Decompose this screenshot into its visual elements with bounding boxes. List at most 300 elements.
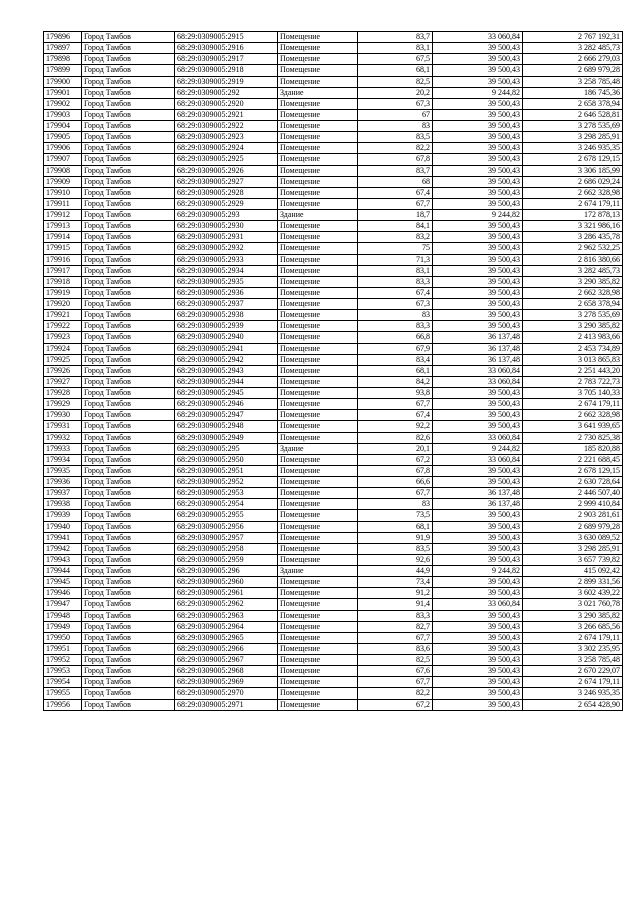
table-row (44, 210, 623, 221)
object-type-cell: Помещение (278, 221, 358, 232)
area-cell: 91,2 (358, 588, 433, 599)
city-cell: Город Тамбов (82, 432, 175, 443)
unit-value-cell: 39 500,43 (433, 76, 523, 87)
cadastral-value-cell: 3 278 535,69 (523, 310, 623, 321)
cadastral-number-cell: 68:29:0309005:2961 (175, 588, 278, 599)
city-cell: Город Тамбов (82, 343, 175, 354)
cadastral-number-cell: 68:29:0309005:2926 (175, 165, 278, 176)
cadastral-value-cell: 2 670 229,07 (523, 666, 623, 677)
area-cell: 91,9 (358, 532, 433, 543)
cadastral-value-cell: 3 321 986,16 (523, 221, 623, 232)
city-cell: Город Тамбов (82, 43, 175, 54)
area-cell: 73,4 (358, 577, 433, 588)
table-row (44, 577, 623, 588)
unit-value-cell: 39 500,43 (433, 54, 523, 65)
area-cell: 84,2 (358, 376, 433, 387)
cadastral-value-cell: 2 730 825,38 (523, 432, 623, 443)
cadastral-value-cell: 3 290 385,82 (523, 321, 623, 332)
table-row (44, 299, 623, 310)
area-cell: 44,9 (358, 566, 433, 577)
city-cell: Город Тамбов (82, 677, 175, 688)
object-type-cell: Помещение (278, 610, 358, 621)
row-number-cell: 179933 (44, 443, 82, 454)
unit-value-cell: 39 500,43 (433, 477, 523, 488)
object-type-cell: Помещение (278, 632, 358, 643)
cadastral-number-cell: 68:29:0309005:2950 (175, 454, 278, 465)
city-cell: Город Тамбов (82, 488, 175, 499)
object-type-cell: Помещение (278, 65, 358, 76)
table-row (44, 543, 623, 554)
cadastral-number-cell: 68:29:0309005:2956 (175, 521, 278, 532)
object-type-cell: Помещение (278, 332, 358, 343)
object-type-cell: Помещение (278, 510, 358, 521)
area-cell: 83,1 (358, 265, 433, 276)
city-cell: Город Тамбов (82, 632, 175, 643)
area-cell: 92,2 (358, 421, 433, 432)
area-cell: 18,7 (358, 210, 433, 221)
city-cell: Город Тамбов (82, 532, 175, 543)
row-number-cell: 179905 (44, 132, 82, 143)
table-body (44, 32, 623, 711)
cadastral-value-cell: 2 689 979,28 (523, 521, 623, 532)
object-type-cell: Здание (278, 210, 358, 221)
city-cell: Город Тамбов (82, 98, 175, 109)
cadastral-value-cell: 3 298 285,91 (523, 132, 623, 143)
unit-value-cell: 33 060,84 (433, 432, 523, 443)
unit-value-cell: 39 500,43 (433, 577, 523, 588)
cadastral-number-cell: 68:29:0309005:2971 (175, 699, 278, 710)
cadastral-value-cell: 3 302 235,95 (523, 643, 623, 654)
area-cell: 20,2 (358, 87, 433, 98)
cadastral-value-cell: 2 658 378,94 (523, 299, 623, 310)
cadastral-number-cell: 68:29:0309005:2962 (175, 599, 278, 610)
table-row (44, 310, 623, 321)
cadastral-number-cell: 68:29:0309005:2917 (175, 54, 278, 65)
object-type-cell: Здание (278, 566, 358, 577)
row-number-cell: 179910 (44, 187, 82, 198)
cadastral-number-cell: 68:29:0309005:2941 (175, 343, 278, 354)
table-row (44, 532, 623, 543)
unit-value-cell: 39 500,43 (433, 165, 523, 176)
row-number-cell: 179928 (44, 388, 82, 399)
cadastral-number-cell: 68:29:0309005:2937 (175, 299, 278, 310)
cadastral-number-cell: 68:29:0309005:2942 (175, 354, 278, 365)
unit-value-cell: 39 500,43 (433, 610, 523, 621)
cadastral-value-cell: 172 878,13 (523, 210, 623, 221)
cadastral-number-cell: 68:29:0309005:2966 (175, 643, 278, 654)
row-number-cell: 179897 (44, 43, 82, 54)
cadastral-number-cell: 68:29:0309005:2920 (175, 98, 278, 109)
row-number-cell: 179914 (44, 232, 82, 243)
cadastral-value-cell: 2 654 428,90 (523, 699, 623, 710)
unit-value-cell: 39 500,43 (433, 221, 523, 232)
cadastral-number-cell: 68:29:0309005:2958 (175, 543, 278, 554)
unit-value-cell: 39 500,43 (433, 643, 523, 654)
object-type-cell: Помещение (278, 287, 358, 298)
area-cell: 67,7 (358, 677, 433, 688)
row-number-cell: 179950 (44, 632, 82, 643)
area-cell: 82,6 (358, 432, 433, 443)
cadastral-number-cell: 68:29:0309005:2930 (175, 221, 278, 232)
cadastral-number-cell: 68:29:0309005:2919 (175, 76, 278, 87)
unit-value-cell: 39 500,43 (433, 421, 523, 432)
area-cell: 92,6 (358, 554, 433, 565)
row-number-cell: 179927 (44, 376, 82, 387)
row-number-cell: 179938 (44, 499, 82, 510)
unit-value-cell: 39 500,43 (433, 677, 523, 688)
cadastral-value-cell: 3 258 785,48 (523, 655, 623, 666)
cadastral-number-cell: 68:29:0309005:2946 (175, 399, 278, 410)
unit-value-cell: 36 137,48 (433, 332, 523, 343)
city-cell: Город Тамбов (82, 254, 175, 265)
cadastral-value-cell: 3 021 760,78 (523, 599, 623, 610)
object-type-cell: Помещение (278, 699, 358, 710)
table-row (44, 365, 623, 376)
cadastral-value-cell: 3 290 385,82 (523, 610, 623, 621)
row-number-cell: 179948 (44, 610, 82, 621)
row-number-cell: 179951 (44, 643, 82, 654)
row-number-cell: 179924 (44, 343, 82, 354)
city-cell: Город Тамбов (82, 588, 175, 599)
area-cell: 82,5 (358, 655, 433, 666)
cadastral-number-cell: 68:29:0309005:2928 (175, 187, 278, 198)
city-cell: Город Тамбов (82, 187, 175, 198)
table-row (44, 632, 623, 643)
city-cell: Город Тамбов (82, 643, 175, 654)
object-type-cell: Помещение (278, 599, 358, 610)
object-type-cell: Помещение (278, 32, 358, 43)
object-type-cell: Помещение (278, 688, 358, 699)
city-cell: Город Тамбов (82, 299, 175, 310)
table-row (44, 410, 623, 421)
cadastral-number-cell: 68:29:0309005:2936 (175, 287, 278, 298)
cadastral-number-cell: 68:29:0309005:2957 (175, 532, 278, 543)
object-type-cell: Помещение (278, 365, 358, 376)
area-cell: 67 (358, 109, 433, 120)
object-type-cell: Помещение (278, 354, 358, 365)
area-cell: 67,9 (358, 343, 433, 354)
row-number-cell: 179909 (44, 176, 82, 187)
cadastral-value-cell: 2 689 979,28 (523, 65, 623, 76)
table-row (44, 588, 623, 599)
table-row (44, 443, 623, 454)
city-cell: Город Тамбов (82, 465, 175, 476)
cadastral-number-cell: 68:29:0309005:2955 (175, 510, 278, 521)
row-number-cell: 179931 (44, 421, 82, 432)
unit-value-cell: 39 500,43 (433, 465, 523, 476)
unit-value-cell: 39 500,43 (433, 254, 523, 265)
row-number-cell: 179925 (44, 354, 82, 365)
cadastral-number-cell: 68:29:0309005:2922 (175, 121, 278, 132)
table-row (44, 521, 623, 532)
unit-value-cell: 39 500,43 (433, 410, 523, 421)
cadastral-value-cell: 3 246 935,35 (523, 143, 623, 154)
row-number-cell: 179954 (44, 677, 82, 688)
city-cell: Город Тамбов (82, 32, 175, 43)
cadastral-number-cell: 68:29:0309005:2918 (175, 65, 278, 76)
city-cell: Город Тамбов (82, 265, 175, 276)
cadastral-value-cell: 186 745,36 (523, 87, 623, 98)
cadastral-number-cell: 68:29:0309005:293 (175, 210, 278, 221)
object-type-cell: Помещение (278, 321, 358, 332)
cadastral-number-cell: 68:29:0309005:2921 (175, 109, 278, 120)
table-row (44, 243, 623, 254)
row-number-cell: 179936 (44, 477, 82, 488)
table-row (44, 276, 623, 287)
unit-value-cell: 39 500,43 (433, 198, 523, 209)
row-number-cell: 179915 (44, 243, 82, 254)
object-type-cell: Помещение (278, 187, 358, 198)
area-cell: 83 (358, 121, 433, 132)
object-type-cell: Помещение (278, 76, 358, 87)
area-cell: 68,1 (358, 521, 433, 532)
cadastral-number-cell: 68:29:0309005:2931 (175, 232, 278, 243)
row-number-cell: 179939 (44, 510, 82, 521)
object-type-cell: Помещение (278, 543, 358, 554)
object-type-cell: Помещение (278, 43, 358, 54)
area-cell: 83,6 (358, 643, 433, 654)
object-type-cell: Помещение (278, 521, 358, 532)
area-cell: 68 (358, 176, 433, 187)
table-row (44, 699, 623, 710)
city-cell: Город Тамбов (82, 666, 175, 677)
object-type-cell: Помещение (278, 232, 358, 243)
row-number-cell: 179911 (44, 198, 82, 209)
area-cell: 67,2 (358, 699, 433, 710)
row-number-cell: 179908 (44, 165, 82, 176)
cadastral-value-cell: 2 783 722,73 (523, 376, 623, 387)
row-number-cell: 179926 (44, 365, 82, 376)
object-type-cell: Помещение (278, 109, 358, 120)
city-cell: Город Тамбов (82, 610, 175, 621)
cadastral-value-cell: 415 092,42 (523, 566, 623, 577)
cadastral-number-cell: 68:29:0309005:2970 (175, 688, 278, 699)
cadastral-number-cell: 68:29:0309005:2947 (175, 410, 278, 421)
area-cell: 67,3 (358, 299, 433, 310)
table-row (44, 287, 623, 298)
table-row (44, 43, 623, 54)
unit-value-cell: 33 060,84 (433, 32, 523, 43)
city-cell: Город Тамбов (82, 577, 175, 588)
city-cell: Город Тамбов (82, 287, 175, 298)
cadastral-value-cell: 2 446 507,40 (523, 488, 623, 499)
object-type-cell: Помещение (278, 643, 358, 654)
object-type-cell: Помещение (278, 98, 358, 109)
unit-value-cell: 39 500,43 (433, 132, 523, 143)
table-row (44, 432, 623, 443)
unit-value-cell: 39 500,43 (433, 232, 523, 243)
unit-value-cell: 39 500,43 (433, 510, 523, 521)
object-type-cell: Помещение (278, 577, 358, 588)
unit-value-cell: 39 500,43 (433, 688, 523, 699)
area-cell: 83,7 (358, 32, 433, 43)
city-cell: Город Тамбов (82, 210, 175, 221)
cadastral-number-cell: 68:29:0309005:2953 (175, 488, 278, 499)
unit-value-cell: 39 500,43 (433, 176, 523, 187)
cadastral-number-cell: 68:29:0309005:2952 (175, 477, 278, 488)
city-cell: Город Тамбов (82, 276, 175, 287)
city-cell: Город Тамбов (82, 332, 175, 343)
city-cell: Город Тамбов (82, 121, 175, 132)
unit-value-cell: 39 500,43 (433, 310, 523, 321)
unit-value-cell: 9 244,82 (433, 210, 523, 221)
area-cell: 67,7 (358, 488, 433, 499)
cadastral-value-cell: 3 266 685,56 (523, 621, 623, 632)
area-cell: 84,1 (358, 221, 433, 232)
object-type-cell: Помещение (278, 299, 358, 310)
unit-value-cell: 39 500,43 (433, 287, 523, 298)
row-number-cell: 179913 (44, 221, 82, 232)
object-type-cell: Помещение (278, 432, 358, 443)
city-cell: Город Тамбов (82, 354, 175, 365)
city-cell: Город Тамбов (82, 521, 175, 532)
cadastral-value-cell: 2 674 179,11 (523, 399, 623, 410)
table-row (44, 54, 623, 65)
cadastral-number-cell: 68:29:0309005:2943 (175, 365, 278, 376)
unit-value-cell: 39 500,43 (433, 143, 523, 154)
table-row (44, 332, 623, 343)
area-cell: 83,7 (358, 165, 433, 176)
object-type-cell: Помещение (278, 465, 358, 476)
table-row (44, 176, 623, 187)
city-cell: Город Тамбов (82, 165, 175, 176)
table-row (44, 454, 623, 465)
row-number-cell: 179941 (44, 532, 82, 543)
object-type-cell: Помещение (278, 165, 358, 176)
row-number-cell: 179945 (44, 577, 82, 588)
table-row (44, 643, 623, 654)
cadastral-value-cell: 3 282 485,73 (523, 265, 623, 276)
object-type-cell: Помещение (278, 410, 358, 421)
object-type-cell: Помещение (278, 276, 358, 287)
row-number-cell: 179919 (44, 287, 82, 298)
row-number-cell: 179952 (44, 655, 82, 666)
unit-value-cell: 39 500,43 (433, 299, 523, 310)
object-type-cell: Помещение (278, 143, 358, 154)
table-row (44, 488, 623, 499)
cadastral-value-cell: 3 602 439,22 (523, 588, 623, 599)
city-cell: Город Тамбов (82, 599, 175, 610)
cadastral-number-cell: 68:29:0309005:2969 (175, 677, 278, 688)
cadastral-number-cell: 68:29:0309005:2964 (175, 621, 278, 632)
row-number-cell: 179916 (44, 254, 82, 265)
area-cell: 83,5 (358, 132, 433, 143)
area-cell: 75 (358, 243, 433, 254)
object-type-cell: Помещение (278, 454, 358, 465)
object-type-cell: Помещение (278, 621, 358, 632)
city-cell: Город Тамбов (82, 510, 175, 521)
city-cell: Город Тамбов (82, 87, 175, 98)
unit-value-cell: 9 244,82 (433, 566, 523, 577)
cadastral-value-cell: 185 820,88 (523, 443, 623, 454)
unit-value-cell: 39 500,43 (433, 521, 523, 532)
city-cell: Город Тамбов (82, 399, 175, 410)
object-type-cell: Помещение (278, 54, 358, 65)
cadastral-number-cell: 68:29:0309005:2924 (175, 143, 278, 154)
row-number-cell: 179912 (44, 210, 82, 221)
cadastral-value-cell: 2 999 410,84 (523, 499, 623, 510)
cadastral-value-cell: 3 298 285,91 (523, 543, 623, 554)
cadastral-value-table (43, 31, 623, 711)
area-cell: 68,1 (358, 365, 433, 376)
cadastral-number-cell: 68:29:0309005:2967 (175, 655, 278, 666)
unit-value-cell: 39 500,43 (433, 554, 523, 565)
cadastral-number-cell: 68:29:0309005:2925 (175, 154, 278, 165)
area-cell: 68,1 (358, 65, 433, 76)
row-number-cell: 179903 (44, 109, 82, 120)
city-cell: Город Тамбов (82, 454, 175, 465)
city-cell: Город Тамбов (82, 376, 175, 387)
area-cell: 82,2 (358, 143, 433, 154)
table-row (44, 109, 623, 120)
unit-value-cell: 39 500,43 (433, 43, 523, 54)
unit-value-cell: 33 060,84 (433, 599, 523, 610)
area-cell: 67,5 (358, 54, 433, 65)
city-cell: Город Тамбов (82, 388, 175, 399)
city-cell: Город Тамбов (82, 132, 175, 143)
object-type-cell: Помещение (278, 666, 358, 677)
row-number-cell: 179946 (44, 588, 82, 599)
cadastral-number-cell: 68:29:0309005:2960 (175, 577, 278, 588)
area-cell: 73,5 (358, 510, 433, 521)
unit-value-cell: 39 500,43 (433, 588, 523, 599)
cadastral-number-cell: 68:29:0309005:2945 (175, 388, 278, 399)
city-cell: Город Тамбов (82, 54, 175, 65)
cadastral-number-cell: 68:29:0309005:2935 (175, 276, 278, 287)
object-type-cell: Помещение (278, 254, 358, 265)
table-row (44, 510, 623, 521)
area-cell: 82,2 (358, 688, 433, 699)
row-number-cell: 179921 (44, 310, 82, 321)
cadastral-number-cell: 68:29:0309005:2959 (175, 554, 278, 565)
area-cell: 67,6 (358, 666, 433, 677)
cadastral-value-cell: 2 453 734,89 (523, 343, 623, 354)
table-row (44, 132, 623, 143)
table-row (44, 221, 623, 232)
city-cell: Город Тамбов (82, 554, 175, 565)
cadastral-value-cell: 2 221 688,45 (523, 454, 623, 465)
unit-value-cell: 39 500,43 (433, 65, 523, 76)
cadastral-value-cell: 2 767 192,31 (523, 32, 623, 43)
cadastral-value-cell: 2 630 728,64 (523, 477, 623, 488)
object-type-cell: Помещение (278, 121, 358, 132)
row-number-cell: 179944 (44, 566, 82, 577)
area-cell: 91,4 (358, 599, 433, 610)
row-number-cell: 179918 (44, 276, 82, 287)
city-cell: Город Тамбов (82, 699, 175, 710)
object-type-cell: Помещение (278, 265, 358, 276)
unit-value-cell: 33 060,84 (433, 454, 523, 465)
unit-value-cell: 39 500,43 (433, 321, 523, 332)
cadastral-number-cell: 68:29:0309005:2940 (175, 332, 278, 343)
city-cell: Город Тамбов (82, 76, 175, 87)
object-type-cell: Помещение (278, 532, 358, 543)
city-cell: Город Тамбов (82, 365, 175, 376)
object-type-cell: Помещение (278, 388, 358, 399)
unit-value-cell: 33 060,84 (433, 365, 523, 376)
row-number-cell: 179920 (44, 299, 82, 310)
row-number-cell: 179947 (44, 599, 82, 610)
cadastral-value-cell: 3 290 385,82 (523, 276, 623, 287)
city-cell: Город Тамбов (82, 499, 175, 510)
cadastral-value-cell: 3 630 089,52 (523, 532, 623, 543)
object-type-cell: Помещение (278, 488, 358, 499)
cadastral-number-cell: 68:29:0309005:292 (175, 87, 278, 98)
cadastral-value-cell: 3 657 739,82 (523, 554, 623, 565)
cadastral-value-cell: 3 286 435,78 (523, 232, 623, 243)
row-number-cell: 179902 (44, 98, 82, 109)
unit-value-cell: 36 137,48 (433, 488, 523, 499)
